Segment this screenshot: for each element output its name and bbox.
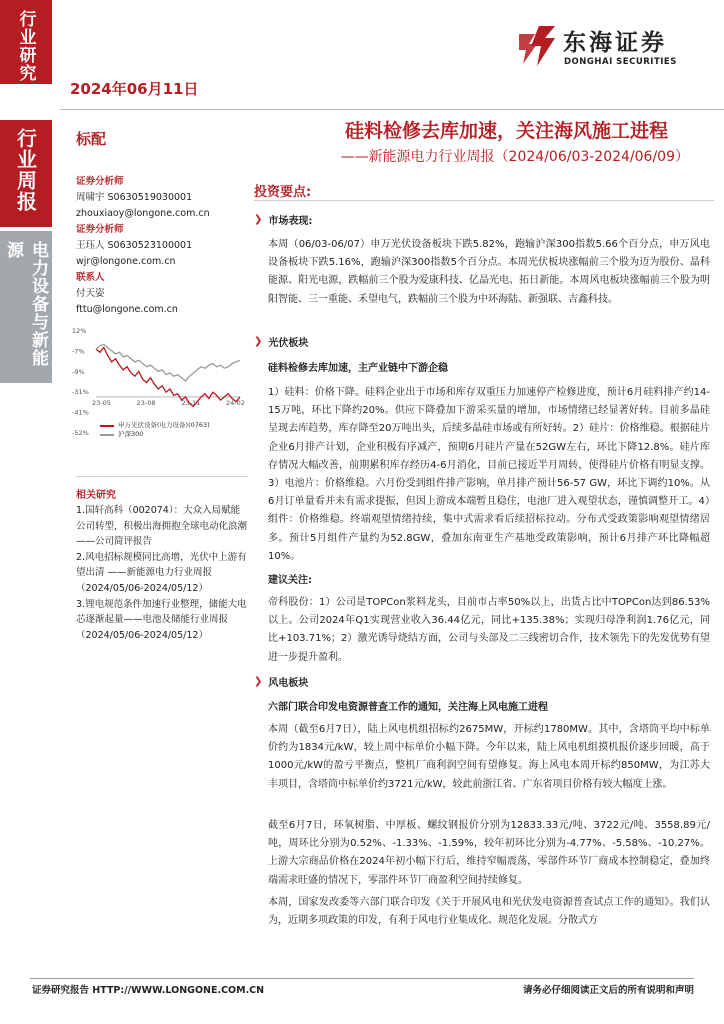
related-item[interactable]: 3.锂电规范条件加速行业整理，储能大电芯逐渐起量——电池及储能行业周报（2024/05/06-2024/05/12） <box>76 598 247 641</box>
related-item[interactable]: 1.国轩高科（002074）：大众入局赋能公司转型，积极出海拥抱全球电动化浪潮——公司简评报告 <box>76 505 248 548</box>
report-subtitle: ——新能源电力行业周报（2024/06/03-2024/06/09） <box>340 149 689 165</box>
key-points-divider <box>254 200 714 201</box>
pv-paragraph: 1）硅料：价格下降。硅料企业出于市场和库存双重压力加速停产检修进度，预计6月硅料排产约14-15万吨，环比下降约20%。供应下降叠加下游采买量的增加，市场情绪已经显著好转。目前多晶硅呈现去库趋势，库存降至20万吨出头，后续多晶硅市场或有所好转。2）硅片：价格维稳。根据硅片企业6月排产计划，企业积极有序减产，预期6月硅片产量在52GW左右，环比下降12.8%。硅片库存情况大幅改善，前期累积库存经历4-6月消化，目前已接近半月周转，使得硅片价格有明显支撑。3）电池片：价格维稳。六月份受到组件排产影响，单月排产预计56-57 GW，环比下调约10%。从6月订单量看并未有需求提振，但因上游成本端暂且稳住，电池厂进入观望状态，谨慎调整开工。4）组件：价格维稳。终端观望情绪持续，集中式需求看后续招标拉动。分布式受政策影响观望情绪居多。预计5月组件产量约为52.8GW，叠加东南亚生产基地受政策影响，预计6月排产环比降幅超10%。 <box>268 387 710 562</box>
report-date: 2024年06月11日 <box>70 80 199 98</box>
x-tick-label: 23-08 <box>136 398 156 407</box>
logo-text-en: DONGHAI SECURITIES <box>564 57 677 67</box>
x-tick-label: 24-02 <box>226 398 245 407</box>
footer-website[interactable]: 证券研究报告 HTTP://WWW.LONGONE.COM.CN <box>32 985 265 996</box>
analyst-email[interactable]: zhouxiaoy@longone.com.cn <box>76 208 210 219</box>
header-divider <box>60 109 724 110</box>
side-tab-label: 行业周报 <box>13 128 38 212</box>
analyst-name: 王珏人 S0630523100001 <box>76 240 193 251</box>
footer-divider <box>30 978 694 979</box>
key-points-heading: 投资要点: <box>254 185 312 200</box>
legend-swatch-red <box>100 425 114 427</box>
left-divider <box>76 476 248 477</box>
chevron-right-icon: ❯ <box>254 676 263 687</box>
x-tick-label: 23-11 <box>181 398 201 407</box>
wind-subheading: 六部门联合印发电资源普查工作的通知，关注海上风电施工进程 <box>268 702 548 713</box>
wind-paragraph-1: 本周（截至6月7日），陆上风电机组招标约2675MW，开标约1780MW。其中，含塔筒平均中标单价约为1834元/kW，较上周中标单价小幅下降。今年以来，陆上风电机组摸机报价逐步回暖，高于1000元/kW的盈亏平衡点，整机厂商利润空间有望修复。海上风电本周开标约850MW，为江苏大丰项目，含塔筒中标单价约3721元/kW，较此前浙江省、广东省项目价格有较大幅度上涨。 <box>268 724 710 790</box>
section-head-label: 光伏板块 <box>268 338 309 349</box>
analyst-name: 周啸宇 S0630519030001 <box>76 192 193 203</box>
y-tick-label: -9% <box>72 367 85 376</box>
y-tick-label: -52% <box>72 429 89 437</box>
legend-swatch-gray <box>100 434 114 436</box>
x-tick-label: 23-05 <box>92 398 111 407</box>
section-head-label: 市场表现: <box>268 216 313 227</box>
analyst-role: 证券分析师 <box>76 176 124 187</box>
side-tab-label: 行业研究 <box>15 10 36 82</box>
pv-subheading: 硅料检修去库加速，主产业链中下游企稳 <box>268 363 448 374</box>
related-research-list <box>76 503 248 643</box>
side-tab-sector <box>0 231 52 383</box>
legend-label: 申万光伏设备(电力设备)(0763) <box>118 421 210 429</box>
chevron-right-icon: ❯ <box>254 214 263 225</box>
logo-mark-icon <box>517 24 557 68</box>
pv-focus-title: 建议关注: <box>268 575 312 586</box>
section-head-label: 风电板块 <box>268 678 309 689</box>
analyst-email[interactable]: wjr@longone.com.cn <box>76 256 176 267</box>
footer-disclaimer: 请务必仔细阅读正文后的所有说明和声明 <box>522 985 694 996</box>
related-item[interactable]: 2.风电招标规模同比高增，光伏中上游有望出清 ——新能源电力行业周报（2024/05/06-2024/05/12） <box>76 551 247 594</box>
logo-text-cn: 东海证券 <box>563 29 667 56</box>
legend-item <box>100 430 210 439</box>
rating-badge: 标配 <box>76 130 107 148</box>
series-line-pv <box>96 348 240 407</box>
wind-section-head <box>254 674 308 689</box>
y-tick-label: -31% <box>72 388 89 397</box>
market-paragraph: 本周（06/03-06/07）申万光伏设备板块下跌5.82%，跑输沪深300指数5.66个百分点，申万风电设备板块下跌5.16%，跑输沪深300指数5个百分点。本周光伏板块涨幅前三个股为迈为股份、晶科能源、阳光电源，跌幅前三个股为爱康科技、亿晶光电、拓日新能。本周风电板块涨幅前三个股为明阳智能、三一重能、禾望电气，跌幅前三个股为中环海陆、新强联、吉鑫科技。 <box>268 239 710 305</box>
contact-name: 付天姿 <box>76 288 105 299</box>
analyst-list <box>76 174 251 318</box>
pv-focus-paragraph: 帝科股份：1）公司是TOPCon浆料龙头，目前市占率50%以上，出货占比中TOPCon达到86.53%以上。公司2024年Q1实现营业收入36.44亿元，同比+135.38%；实现归母净利润1.76亿元，同比+103.71%；2）激光诱导烧结方面，公司与头部及二三线密切合作，技术领先下的先发优势有望进一步提升盈利。 <box>268 597 710 663</box>
side-tab-weekly <box>0 120 52 227</box>
pv-section-head <box>254 334 308 349</box>
wind-paragraph-2: 截至6月7日，环氧树脂、中厚板、螺纹钢报价分别为12833.33元/吨、3722元/吨、3558.89元/吨，周环比分别为0.52%、-1.33%、-1.59%，较年初环比分别为-4.77%、-5.58%、-10.27%。上游大宗商品价格在2024年初小幅下行后，维持窄幅震荡，零部件环节厂商成本控制稳定，叠加终端需求旺盛的情况下，零部件环节厂商盈利空间持续修复。 <box>268 820 710 886</box>
analyst-role: 证券分析师 <box>76 224 124 235</box>
contact-email[interactable]: fttu@longone.com.cn <box>76 304 178 315</box>
report-title: 硅料检修去库加速，关注海风施工进程 <box>344 120 668 142</box>
company-logo <box>517 24 717 76</box>
market-section-head <box>254 212 312 227</box>
related-research-title: 相关研究 <box>76 490 116 501</box>
y-tick-label: -7% <box>72 347 85 356</box>
side-tab-industry-research <box>0 0 52 84</box>
chevron-right-icon: ❯ <box>254 336 263 347</box>
legend-item <box>100 421 210 430</box>
legend-label: 沪深300 <box>118 430 144 438</box>
y-tick-label: -41% <box>72 408 89 417</box>
wind-paragraph-3: 本周，国家发改委等六部门联合印发《关于开展风电和光伏发电资源普查试点工作的通知》。我们认为，近期多项政策的印发，有利于风电行业集成化、规范化发展。分散式方 <box>268 897 710 927</box>
chart-legend <box>100 421 210 439</box>
side-tab-label: 电力设备与新能源 <box>3 241 48 367</box>
y-tick-label: 12% <box>72 327 87 335</box>
contact-role: 联系人 <box>76 272 105 283</box>
